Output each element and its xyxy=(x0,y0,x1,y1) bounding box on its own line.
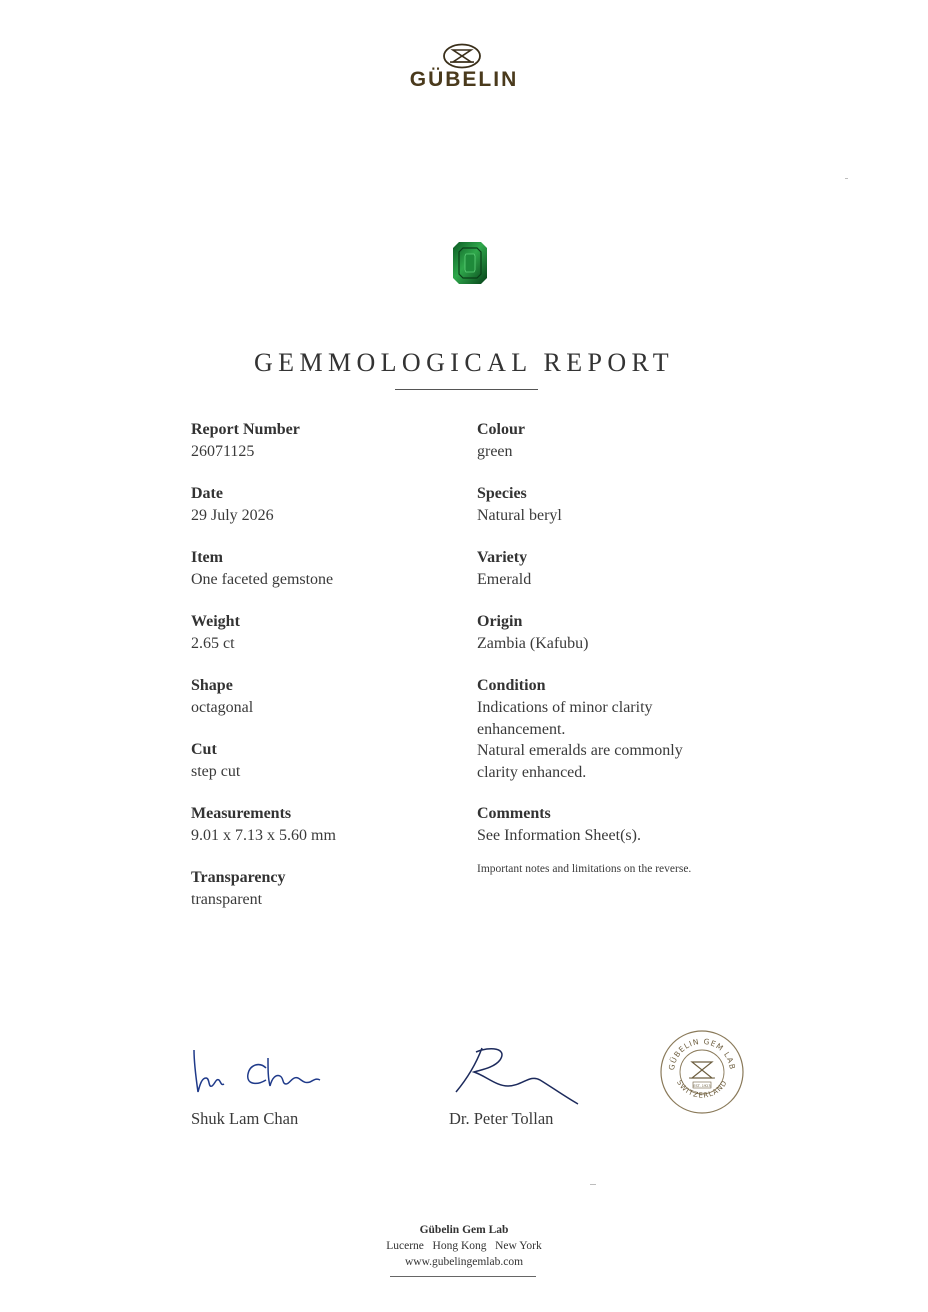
label-item: Item xyxy=(191,549,223,566)
gubelin-gem-lab-seal xyxy=(658,1028,746,1116)
scan-speck xyxy=(590,1184,596,1185)
footer-lab-name: Gübelin Gem Lab xyxy=(419,1224,509,1236)
value-species: Natural beryl xyxy=(477,507,562,524)
label-date: Date xyxy=(191,485,223,502)
label-transparency: Transparency xyxy=(191,869,286,886)
value-condition-line-1: Indications of minor clarity xyxy=(477,699,653,716)
signature-peter-tollan xyxy=(446,1044,584,1106)
svg-text:GÜBELIN GEM LAB: GÜBELIN GEM LAB xyxy=(666,1036,738,1071)
value-colour: green xyxy=(477,443,513,460)
scan-speck xyxy=(845,178,848,179)
label-condition: Condition xyxy=(477,677,546,694)
svg-text:SWITZERLAND: SWITZERLAND xyxy=(674,1078,730,1100)
important-notes: Important notes and limitations on the reverse. xyxy=(477,863,692,875)
label-shape: Shape xyxy=(191,677,233,694)
value-transparency: transparent xyxy=(191,891,263,908)
value-cut: step cut xyxy=(191,763,241,780)
value-condition-line-3: Natural emeralds are commonly xyxy=(477,742,683,759)
label-comments: Comments xyxy=(477,805,551,822)
signatory-name-2: Dr. Peter Tollan xyxy=(449,1109,554,1128)
value-condition-line-4: clarity enhanced. xyxy=(477,764,587,781)
value-date: 29 July 2026 xyxy=(191,507,274,524)
label-weight: Weight xyxy=(191,613,240,630)
footer-divider xyxy=(390,1276,536,1277)
label-measurements: Measurements xyxy=(191,805,292,822)
label-origin: Origin xyxy=(477,613,523,630)
value-shape: octagonal xyxy=(191,699,254,716)
value-origin: Zambia (Kafubu) xyxy=(477,635,589,652)
emerald-gem-image xyxy=(453,242,487,284)
value-variety: Emerald xyxy=(477,571,532,588)
label-colour: Colour xyxy=(477,421,525,438)
value-report-number: 26071125 xyxy=(191,443,255,460)
label-cut: Cut xyxy=(191,741,217,758)
label-report-number: Report Number xyxy=(191,421,300,438)
value-item: One faceted gemstone xyxy=(191,571,334,588)
title-divider xyxy=(395,389,538,390)
value-comments: See Information Sheet(s). xyxy=(477,827,641,844)
signatory-name-1: Shuk Lam Chan xyxy=(191,1109,299,1128)
value-weight: 2.65 ct xyxy=(191,635,235,652)
value-measurements: 9.01 x 7.13 x 5.60 mm xyxy=(191,827,336,844)
footer-website[interactable]: www.gubelingemlab.com xyxy=(404,1256,524,1268)
brand-wordmark: GÜBELIN xyxy=(409,68,519,91)
svg-text:EST. 1923: EST. 1923 xyxy=(693,1083,711,1088)
label-species: Species xyxy=(477,485,527,502)
gubelin-emblem-icon xyxy=(442,42,482,70)
footer-locations: Lucerne Hong Kong New York xyxy=(386,1240,542,1252)
signature-shuk-lam-chan xyxy=(188,1044,328,1102)
label-variety: Variety xyxy=(477,549,528,566)
value-condition-line-2: enhancement. xyxy=(477,721,566,738)
report-title: GEMMOLOGICAL REPORT xyxy=(253,348,675,377)
